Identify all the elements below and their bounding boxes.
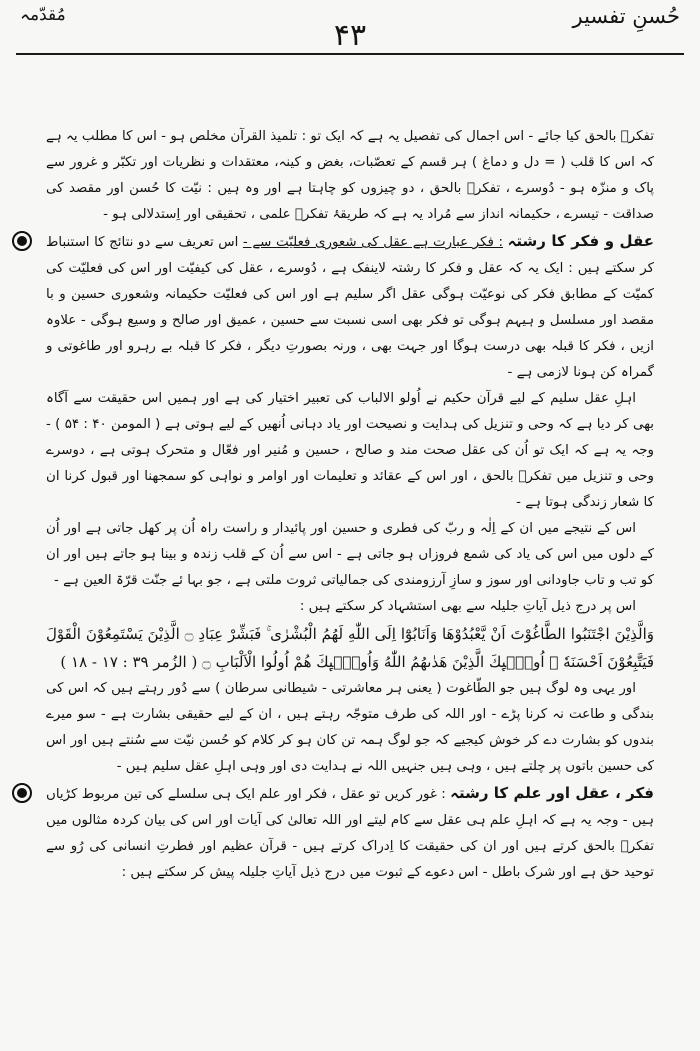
section1-para2: اہلِ عقل سلیم کے لیے قرآن حکیم نے اُولو الالباب کی تعبیر اختیار کی ہے اور ہمیں اس حقیقت سے آگاہ بھی کر دیا ہے کہ وحی و تنزیل کی ہدایت و نصیحت اور یاد دہانی اُنھیں کے لیے ہوتی ہے ( المومن ۴۰ : ۵۴ ) - وجہ یہ ہے کہ ایک تو اُن کی عقل صحت مند و صالح ، حسین و مُنیر اور فعّال و متحرک ہوتی ہے ، دوسرے وحی و تنزیل میں تفکرؔ بالحق ، اور اس کے عقائد و تعلیمات اور اوامر و نواہی کو سمجھنا اور قبول کرنا ان کا شعار زندگی ہوتا ہے - <box>46 391 655 510</box>
book-title: حُسنِ تفسیر <box>572 4 680 28</box>
quran-verse: وَالَّذِيْنَ اجْتَنَبُوا الطَّاغُوْتَ اَنْ يَّعْبُدُوْهَا وَاَنَابُوْٓا اِلَى اللّٰهِ لَهُمُ الْبُشْرٰى ۚ فَبَشِّرْ عِبَادِ ۝ الَّذِيْنَ يَسْتَمِعُوْنَ الْقَوْلَ فَيَتَّبِعُوْنَ اَحْسَنَهٗ ۭ اُولٰۗىِٕكَ الَّذِيْنَ هَدٰىهُمُ اللّٰهُ وَاُولٰۗىِٕكَ هُمْ اُولُوا الْاَلْبَابِ ۝ ( الزُمر ۳۹ : ۱۷ - ۱۸ ) <box>46 625 654 671</box>
section1-para5: اور یہی وہ لوگ ہیں جو الطّاغوت ( یعنی ہر معاشرتی - شیطانی سرطان ) سے دُور رہتے ہیں کہ اس کی بندگی و طاعت نہ کرنا پڑے - اور اللہ کی طرف متوجّہ رہتے ہیں ، ان کے لیے حقیقی بشارت ہے - سو میرے بندوں کو بشارت دے کر خوش کیجیے کہ جو لوگ ہمہ تن کان ہو کر کلام کو حُسن نیّت سے سُنتے ہیں اور اس کی حسین باتوں پر چلتے ہیں ، وہی ہیں جنہیں اللہ نے ہدایت دی اور وہی اہلِ عقل سلیم ہیں - <box>46 681 654 774</box>
section2-text: : غور کریں تو عقل ، فکر اور علم ایک ہی سلسلے کی تین مربوط کڑیاں ہیں - وجہ یہ ہے کہ اہلِ علم ہی عقل سے کام لیتے اور اللہ تعالیٰ کی آیات اور اس کی بیان کردہ مثالوں میں تفکرؔ بالحق کرتے ہیں اور ان کی حقیقت کا اِدراک کرتے ہیں - قرآن عظیم اور فطرتِ انسانی کی رُو سے توحید حق ہے اور شرک باطل - اس دعوے کے ثبوت میں درج ذیل آیاتِ جلیلہ پیش کر سکتے ہیں : <box>46 787 654 880</box>
section1-para4: اس پر درج ذیل آیاتِ جلیلہ سے بھی استشہاد کر سکتے ہیں : <box>299 599 636 614</box>
section-bullet-icon <box>12 783 32 803</box>
section-thought-reason-knowledge <box>46 780 654 886</box>
page-number: ۴۳ <box>333 18 367 53</box>
section2-heading: فکر ، عقل اور علم کا رشتہ <box>450 784 654 802</box>
intro-paragraph: تفکرؔ بالحق کیا جائے - اس اجمال کی تفصیل یہ ہے کہ ایک تو : تلمیذ القرآن مخلص ہو - اس کا مطلب یہ ہے کہ اس کا قلب ( = دل و دماغ ) ہر قسم کے تعصّبات، بغض و کینہ، معتقدات و نظریات اور تکبّر و غرور سے پاک و منزّہ ہو - دُوسرے ، تفکرؔ بالحق ، دو چیزوں کو چاہتا ہے اور وہ ہیں : نیّت کا حُسن اور مقصد کی صداقت - تیسرے ، حکیمانہ انداز سے مُراد یہ ہے کہ طریقۂ تفکرؔ علمی ، تحقیقی اور اِستدلالی ہو - <box>46 129 654 222</box>
page-body <box>46 124 654 886</box>
section-reason-thought <box>46 228 654 780</box>
section1-heading-tail: : فکر عبارت ہے عقل کی شعوری فعلیّت سے - <box>242 235 503 250</box>
section1-text: اس تعریف سے دو نتائج کا استنباط کر سکتے ہیں : ایک یہ کہ عقل و فکر کا رشتہ لاینفک ہے ، دُوسرے ، عقل کی کیفیّت اور اس کی فعلیّت کی کمیّت کے مطابق فکر کی نوعیّت ہوگی عقل اگر سلیم ہے اور اس کی فعلیّت حکیمانہ وشعوری حسین و با مقصد اور مسلسل و ہیہم ہوگی تو فکر بھی اسی نسبت سے حسین ، عمیق اور صالح و وسیع ہوگی - علاوہ ازیں ، فکر کا قبلہ بھی درست ہوگا اور جہت بھی ، ورنہ بصورتِ دیگر ، فکر کا قبلہ بے رہرو اور طاغوتی و گمراہ کن ہونا لازمی ہے - <box>46 235 654 380</box>
section1-para3: اس کے نتیجے میں ان کے اِلٰہ و ربّ کی فطری و حسین اور پائیدار و راست راہ اُن پر کھل جاتی ہے اور اُن کے دلوں میں اس کی یاد کی شمع فروزاں ہو جاتی ہے - اس سے اُن کے قلب زندہ و بینا ہو جاتے ہیں اور ان کو تب و تاب جاودانی اور سوز و سازِ آرزومندی کی جمالیاتی ثروت ملتی ہے ، جو بہا ئے جنّت قرّۃ العین ہے - <box>46 521 654 588</box>
chapter-title: مُقدّمہ <box>20 5 66 25</box>
section-bullet-icon <box>12 231 32 251</box>
header-rule <box>16 53 684 55</box>
section1-heading: عقل و فکر کا رشتہ <box>507 232 654 250</box>
